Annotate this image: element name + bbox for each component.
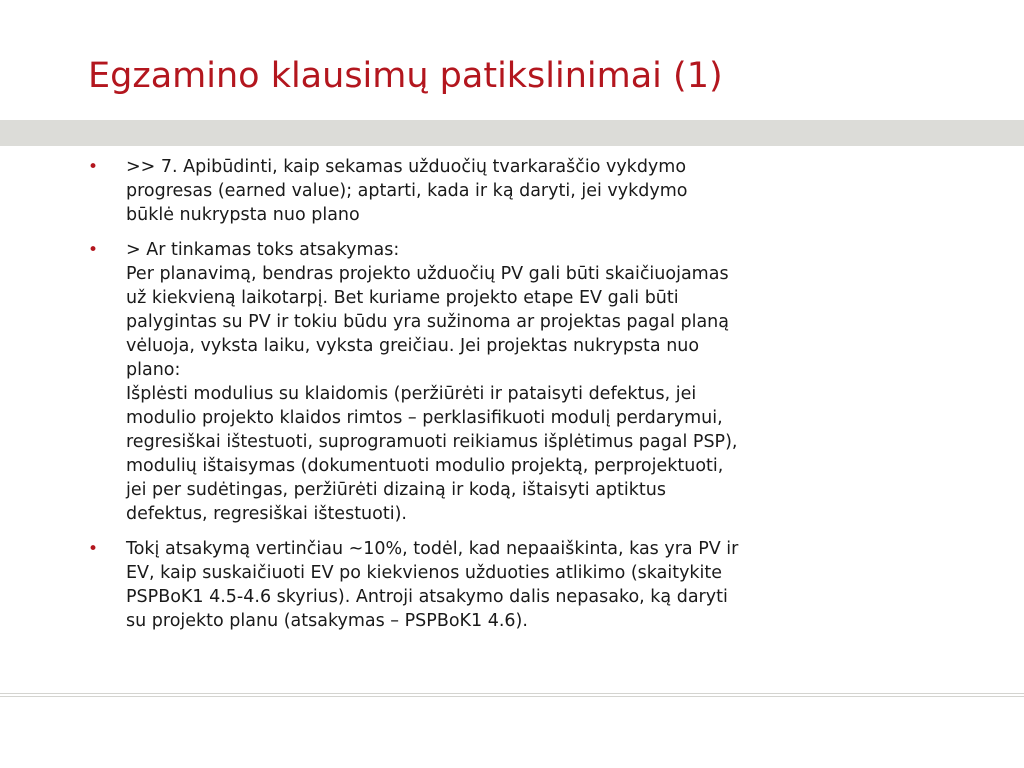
text-line: už kiekvieną laikotarpį. Bet kuriame projekto etape EV gali būti <box>126 288 679 308</box>
text-line: Tokį atsakymą vertinčiau ~10%, todėl, kad nepaaiškinta, kas yra PV ir <box>126 539 739 559</box>
text-line: regresiškai ištestuoti, suprogramuoti reikiamus išplėtimus pagal PSP), <box>126 432 738 452</box>
text-line: EV, kaip suskaičiuoti EV po kiekvienos užduoties atlikimo (skaitykite <box>126 563 723 583</box>
bullet-text <box>126 155 948 227</box>
bullet-list <box>88 155 948 644</box>
text-line: progresas (earned value); aptarti, kada ir ką daryti, jei vykdymo <box>126 181 688 201</box>
text-line: vėluoja, vyksta laiku, vyksta greičiau. Jei projektas nukrypsta nuo <box>126 336 700 356</box>
text-line: modulių ištaisymas (dokumentuoti modulio projektą, perprojektuoti, <box>126 456 724 476</box>
text-line: su projekto planu (atsakymas – PSPBoK1 4.6). <box>126 611 528 631</box>
text-line: defektus, regresiškai ištestuoti). <box>126 504 407 524</box>
text-line: jei per sudėtingas, peržiūrėti dizainą ir kodą, ištaisyti aptiktus <box>126 480 666 500</box>
bullet-text <box>126 238 948 526</box>
text-line: būklė nukrypsta nuo plano <box>126 205 360 225</box>
bullet-text <box>126 537 948 633</box>
footer-line <box>0 696 1024 697</box>
footer-divider-lines <box>0 693 1024 701</box>
bullet-marker: • <box>88 157 99 177</box>
bullet-item <box>88 537 948 633</box>
bullet-item <box>88 238 948 526</box>
footer-line <box>0 693 1024 694</box>
text-line: > Ar tinkamas toks atsakymas: <box>126 240 400 260</box>
text-line: modulio projekto klaidos rimtos – perklasifikuoti modulį perdarymui, <box>126 408 723 428</box>
bullet-item <box>88 155 948 227</box>
bullet-marker: • <box>88 539 99 559</box>
bullet-marker: • <box>88 240 99 260</box>
text-line: Per planavimą, bendras projekto užduočių PV gali būti skaičiuojamas <box>126 264 729 284</box>
text-line: palygintas su PV ir tokiu būdu yra sužinoma ar projektas pagal planą <box>126 312 729 332</box>
text-line: Išplėsti modulius su klaidomis (peržiūrėti ir pataisyti defektus, jei <box>126 384 697 404</box>
slide-title: Egzamino klausimų patikslinimai (1) <box>88 56 723 96</box>
text-line: >> 7. Apibūdinti, kaip sekamas užduočių tvarkaraščio vykdymo <box>126 157 687 177</box>
title-divider-band <box>0 120 1024 146</box>
text-line: plano: <box>126 360 181 380</box>
text-line: PSPBoK1 4.5-4.6 skyrius). Antroji atsakymo dalis nepasako, ką daryti <box>126 587 728 607</box>
